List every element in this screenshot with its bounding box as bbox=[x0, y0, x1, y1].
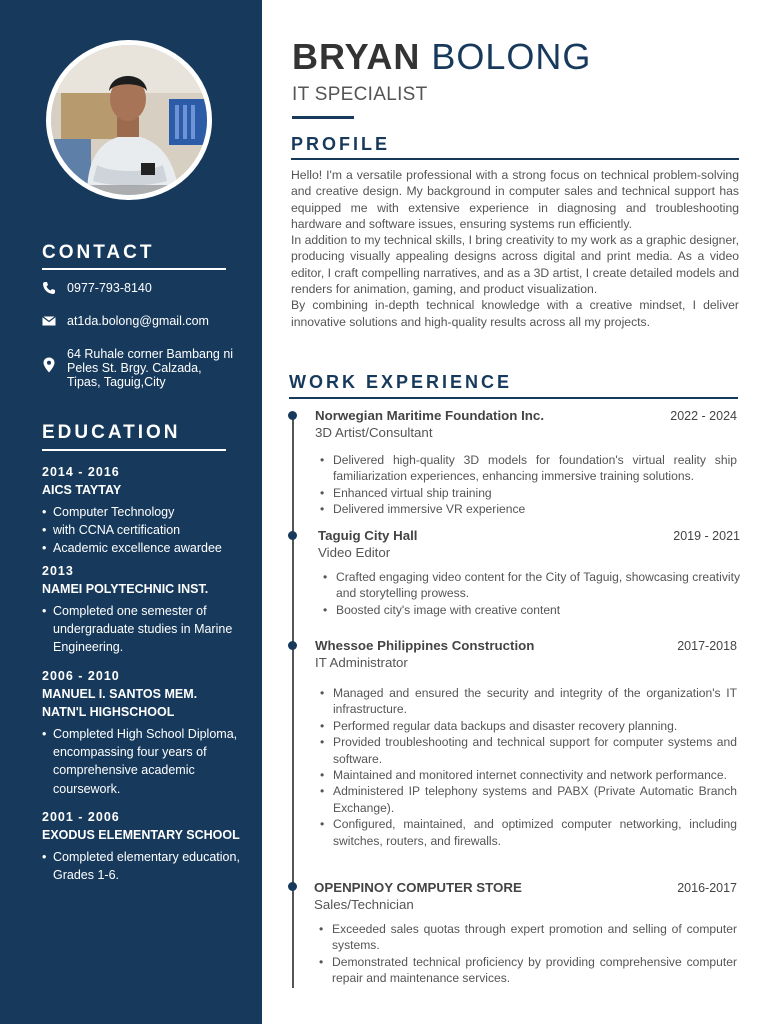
job-dates: 2019 - 2021 bbox=[673, 529, 740, 543]
education-school: NAMEI POLYTECHNIC INST. bbox=[42, 582, 209, 596]
job-title: Sales/Technician bbox=[314, 897, 414, 912]
education-detail: • Computer Technology bbox=[42, 503, 242, 521]
education-entry bbox=[42, 808, 242, 884]
education-entry bbox=[42, 562, 242, 657]
timeline-dot bbox=[288, 411, 297, 420]
education-entry bbox=[42, 667, 242, 798]
job-duty: • Configured, maintained, and optimized computer networking, including switches, routers, and firewalls. bbox=[315, 816, 737, 849]
profile-heading: PROFILE bbox=[291, 134, 391, 154]
contact-divider bbox=[42, 268, 226, 270]
job-duties bbox=[314, 921, 737, 987]
job-dates: 2017-2018 bbox=[677, 639, 737, 653]
phone-number[interactable]: 0977-793-8140 bbox=[67, 281, 152, 295]
experience-heading: WORK EXPERIENCE bbox=[289, 372, 513, 392]
job-title: IT Administrator bbox=[315, 655, 408, 670]
mail-icon bbox=[42, 314, 56, 328]
job-company: Whessoe Philippines Construction bbox=[315, 638, 535, 653]
job-duty: • Delivered immersive VR experience bbox=[315, 501, 737, 517]
education-detail: • with CCNA certification bbox=[42, 521, 242, 539]
education-school: EXODUS ELEMENTARY SCHOOL bbox=[42, 828, 240, 842]
education-detail: • Completed elementary education, Grades 1-6. bbox=[42, 848, 242, 884]
education-divider bbox=[42, 449, 226, 451]
job-duty: • Enhanced virtual ship training bbox=[315, 485, 737, 501]
address-text: 64 Ruhale corner Bambang ni Peles St. Brgy. Calzada, Tipas, Taguig,City bbox=[67, 347, 234, 389]
education-years: 2014 - 2016 bbox=[42, 465, 120, 479]
location-icon bbox=[42, 357, 56, 371]
job-company: Taguig City Hall bbox=[318, 528, 418, 543]
timeline-dot bbox=[288, 531, 297, 540]
role-underline bbox=[292, 116, 354, 119]
job-duties bbox=[315, 452, 737, 518]
job-role: IT SPECIALIST bbox=[292, 84, 428, 105]
job-dates: 2016-2017 bbox=[677, 881, 737, 895]
job-duty: • Managed and ensured the security and integrity of the organization's IT infrastructure. bbox=[315, 685, 737, 718]
job-entry bbox=[314, 879, 737, 987]
contact-heading: CONTACT bbox=[42, 242, 155, 263]
job-duty: • Provided troubleshooting and technical support for computer systems and software. bbox=[315, 734, 737, 767]
timeline-line bbox=[292, 412, 294, 988]
sidebar bbox=[0, 0, 262, 1024]
education-years: 2006 - 2010 bbox=[42, 669, 120, 683]
full-name bbox=[292, 36, 591, 78]
profile-paragraph: Hello! I'm a versatile professional with a strong focus on technical problem-solving and creative design. My background in computer sales and technical support has equipped me with extensive experience in diagnosing and troubleshooting hardware and software issues, ensuring systems run efficiently. bbox=[291, 168, 739, 231]
profile-paragraph: In addition to my technical skills, I bring creativity to my work as a graphic designer, producing visually appealing designs across digital and print media. As a video editor, I craft compelling narratives, and as a 3D artist, I create detailed models and renders for animation, gaming, and product visualization. bbox=[291, 233, 739, 297]
job-duty: • Demonstrated technical proficiency by providing comprehensive computer repair and maintenance services. bbox=[314, 954, 737, 987]
job-entry bbox=[315, 637, 737, 849]
job-dates: 2022 - 2024 bbox=[670, 409, 737, 423]
job-entry bbox=[315, 407, 737, 518]
job-duty: • Crafted engaging video content for the City of Taguig, showcasing creativity and storytelling prowess. bbox=[318, 569, 740, 602]
job-entry bbox=[318, 527, 740, 618]
profile-paragraph: By combining in-depth technical knowledge with a creative mindset, I deliver innovative solutions and high-quality results across all my projects. bbox=[291, 298, 739, 329]
profile-divider bbox=[291, 158, 739, 160]
job-company: Norwegian Maritime Foundation Inc. bbox=[315, 408, 545, 423]
job-duty: • Exceeded sales quotas through expert promotion and selling of computer systems. bbox=[314, 921, 737, 954]
experience-divider bbox=[289, 397, 738, 399]
first-name: BRYAN bbox=[292, 36, 421, 77]
person-portrait-icon bbox=[51, 45, 207, 195]
education-details bbox=[42, 503, 242, 558]
job-duty: • Performed regular data backups and disaster recovery planning. bbox=[315, 718, 737, 734]
job-duties bbox=[315, 685, 737, 849]
education-details bbox=[42, 602, 242, 657]
job-duty: • Maintained and monitored internet connectivity and network performance. bbox=[315, 767, 737, 783]
profile-photo-frame bbox=[46, 40, 212, 200]
email-address[interactable]: at1da.bolong@gmail.com bbox=[67, 314, 209, 328]
job-company: OPENPINOY COMPUTER STORE bbox=[314, 880, 522, 895]
timeline-dot bbox=[288, 882, 297, 891]
job-duty: • Boosted city's image with creative content bbox=[318, 602, 740, 618]
education-entry bbox=[42, 463, 242, 558]
education-details bbox=[42, 725, 242, 798]
profile-photo bbox=[51, 45, 207, 195]
job-duty: • Administered IP telephony systems and PABX (Private Automatic Branch Exchange). bbox=[315, 783, 737, 816]
profile-text bbox=[291, 167, 739, 330]
job-title: Video Editor bbox=[318, 545, 391, 560]
education-years: 2013 bbox=[42, 564, 74, 578]
education-years: 2001 - 2006 bbox=[42, 810, 120, 824]
job-title: 3D Artist/Consultant bbox=[315, 425, 433, 440]
job-duties bbox=[318, 569, 740, 618]
education-heading: EDUCATION bbox=[42, 422, 181, 443]
education-detail: • Completed one semester of undergraduate studies in Marine Engineering. bbox=[42, 602, 242, 657]
education-detail: • Academic excellence awardee bbox=[42, 539, 242, 557]
education-school: AICS TAYTAY bbox=[42, 483, 122, 497]
phone-icon bbox=[42, 281, 56, 295]
last-name: BOLONG bbox=[431, 36, 592, 77]
timeline-dot bbox=[288, 641, 297, 650]
education-school: MANUEL I. SANTOS MEM. NATN'L HIGHSCHOOL bbox=[42, 687, 198, 719]
job-duty: • Delivered high-quality 3D models for foundation's virtual reality ship familiarization experiences, enhancing immersive training solutions. bbox=[315, 452, 737, 485]
education-detail: • Completed High School Diploma, encompassing four years of comprehensive academic coursework. bbox=[42, 725, 242, 798]
education-details bbox=[42, 848, 242, 884]
